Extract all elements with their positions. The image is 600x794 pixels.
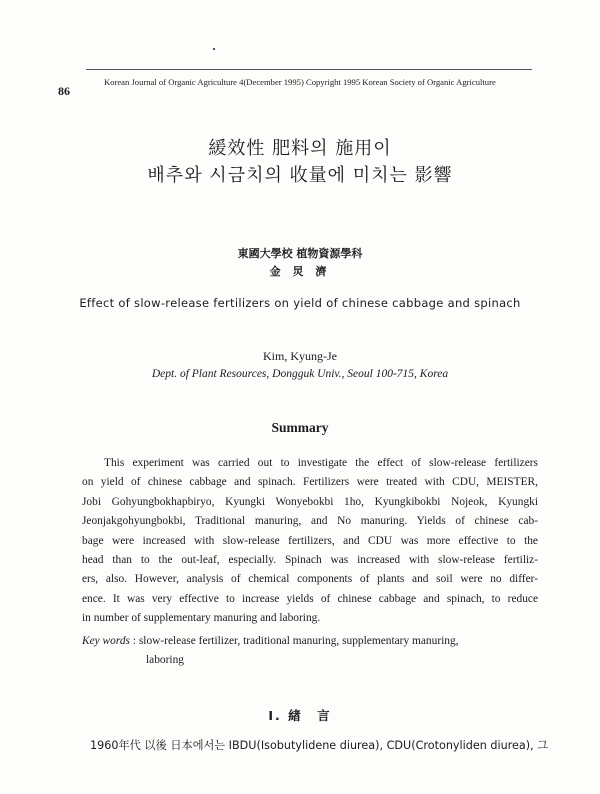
- running-header: Korean Journal of Organic Agriculture 4(December 1995) Copyright 1995 Korean Society of Organic Agriculture: [104, 77, 496, 87]
- abstract-line: ers, also. However, analysis of chemical components of plants and soil were no differ-: [82, 573, 538, 586]
- keywords-line-1: slow-release fertilizer, traditional manuring, supplementary manuring,: [138, 635, 459, 647]
- english-affiliation: Dept. of Plant Resources, Dongguk Univ., Seoul 100-715, Korea: [151, 368, 449, 380]
- abstract-line: in number of supplementary manuring and laboring.: [82, 612, 321, 625]
- abstract-line: ence. It was very effective to increase yields of chinese cabbage and spinach, to reduce: [82, 592, 538, 605]
- body-first-line: 1960年代 以後 日本에서는 IBDU(Isobutylidene diurea), CDU(Crotonyliden diurea), 그: [90, 739, 549, 752]
- abstract-line: head than to the out-leaf, especially. Spinach was increased with slow-release fertiliz-: [82, 554, 538, 567]
- header-rule: [86, 69, 532, 70]
- abstract-line: Jobi Gohyungbokhapbiryo, Kyungki Wonyebokbi 1ho, Kyungkibokbi Nojeok, Kyungki: [82, 495, 538, 508]
- keywords: [82, 632, 538, 670]
- keywords-label: Key words: [82, 635, 130, 647]
- korean-title-line-1: 緩效性 肥料의 施用이: [208, 138, 392, 159]
- english-title: Effect of slow-release fertilizers on yield of chinese cabbage and spinach: [79, 296, 521, 310]
- abstract-line: This experiment was carried out to investigate the effect of slow-release fertilizers: [104, 457, 538, 469]
- keywords-separator: :: [130, 635, 139, 647]
- abstract-line: Jeonjakgohyungbokbi, Traditional manuring, and No manuring. Yields of chinese cab-: [82, 515, 538, 528]
- summary-abstract: [82, 454, 538, 629]
- abstract-line: on yield of chinese cabbage and spinach. Fertilizers were treated with CDU, MEISTER,: [82, 476, 538, 489]
- korean-author: 金 炅 濟: [269, 265, 331, 278]
- abstract-line: bage were increased with slow-release fertilizers, and CDU was more effective to the: [82, 534, 538, 547]
- page-number: 86: [58, 84, 70, 98]
- section-heading-introduction: Ⅰ. 緖 言: [268, 708, 332, 723]
- english-author: Kim, Kyung-Je: [263, 349, 337, 363]
- korean-title-line-2: 배추와 시금치의 收量에 미치는 影響: [147, 165, 453, 186]
- keywords-line-2: laboring: [146, 654, 184, 666]
- scan-speck: [213, 48, 215, 50]
- korean-affiliation: 東國大學校 植物資源學科: [237, 247, 363, 260]
- summary-heading: Summary: [271, 420, 329, 435]
